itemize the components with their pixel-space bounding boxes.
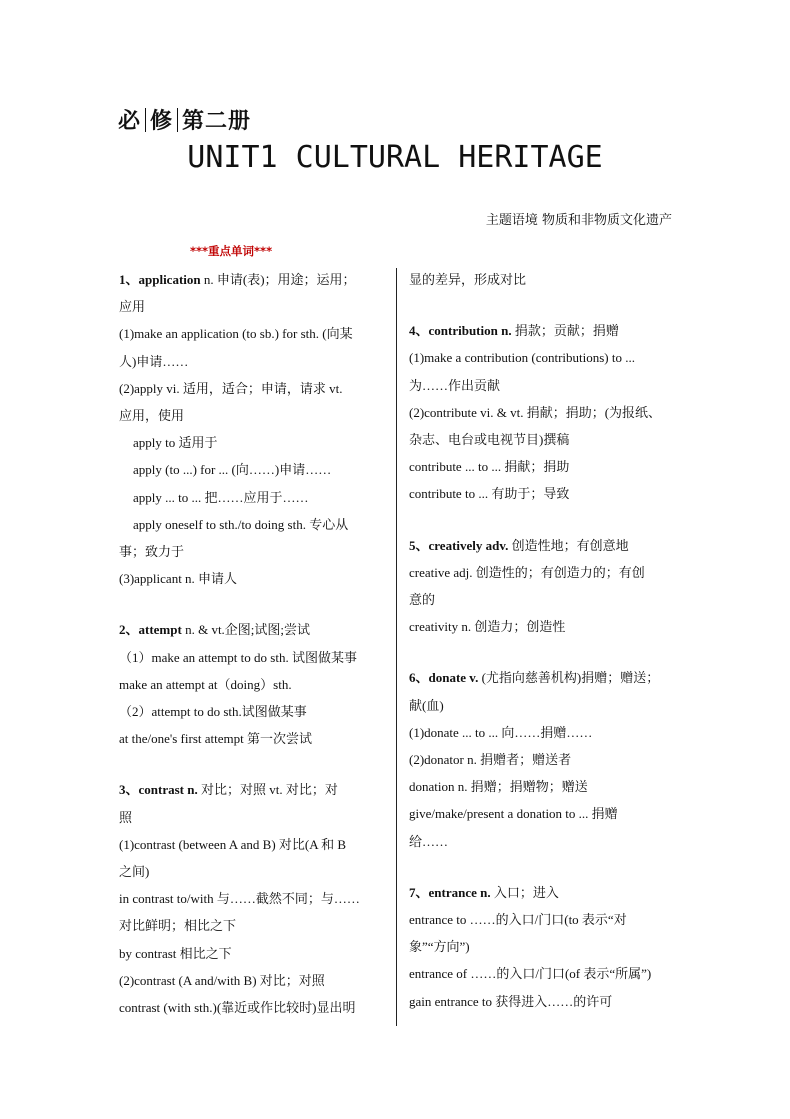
vocab-line: contribute to ... 有助于；导致 xyxy=(409,486,570,502)
vocab-line: 对比鲜明；相比之下 xyxy=(119,918,237,934)
vocab-line: 象”“方向”) xyxy=(409,939,470,955)
book-title-part-3: 第二册 xyxy=(182,109,252,134)
vocab-line: (2)donator n. 捐赠者；赠送者 xyxy=(409,752,572,768)
vocab-line: （1）make an attempt to do sth. 试图做某事 xyxy=(119,649,357,665)
vocab-line: (2)apply vi. 适用，适合；申请，请求 vt. xyxy=(119,380,343,396)
vocab-line: (1)contrast (between A and B) 对比(A 和 B xyxy=(119,836,347,852)
vocab-headword-line xyxy=(409,317,677,344)
vocab-line: 照 xyxy=(119,809,133,825)
column-divider xyxy=(396,268,397,1026)
vocab-line: entrance to ……的入口/门口(to 表示“对 xyxy=(409,912,627,928)
vocab-line: 显的差异，形成对比 xyxy=(409,272,527,287)
vocab-line: entrance of ……的入口/门口(of 表示“所属”) xyxy=(409,966,652,982)
vocab-line: 事；致力于 xyxy=(119,544,185,560)
vocab-headword-line xyxy=(119,776,387,803)
entry-gap xyxy=(409,508,677,532)
vocab-definition: n. & vt.企图;试图;尝试 xyxy=(181,622,311,638)
vocab-line: 为……作出贡献 xyxy=(409,377,501,393)
vocab-line: gain entrance to 获得进入……的许可 xyxy=(409,993,613,1009)
vocab-line: give/make/present a donation to ... 捐赠 xyxy=(409,806,618,822)
vocab-definition: 创造性地；有创意地 xyxy=(508,537,629,553)
entry-gap xyxy=(409,293,677,317)
vocab-line: (2)contribute vi. & vt. 捐献；捐助；(为报纸、 xyxy=(409,404,662,420)
unit-title: UNIT1 CULTURAL HERITAGE xyxy=(187,140,603,175)
entry-gap xyxy=(119,752,387,776)
entry-gap xyxy=(119,592,387,616)
vocab-line: creativity n. 创造力；创造性 xyxy=(409,619,566,635)
vocab-line: apply (to ...) for ... (向……)申请…… xyxy=(133,462,332,478)
vocab-line: 应用 xyxy=(119,299,146,315)
book-title xyxy=(118,104,251,135)
vocab-definition: n. 申请(表)；用途；运用； xyxy=(200,272,356,287)
vocab-line: contrast (with sth.)(靠近或作比较时)显出明 xyxy=(119,1000,356,1016)
section-label: ***重点单词*** xyxy=(190,244,273,258)
vocab-line: 人)申请…… xyxy=(119,353,189,369)
entry-gap xyxy=(409,640,677,664)
vocab-headword: 4、contribution n. xyxy=(409,323,512,339)
vocab-headword: 6、donate v. xyxy=(409,670,479,686)
vocab-line: (1)donate ... to ... 向……捐赠…… xyxy=(409,724,593,740)
vocab-line: donation n. 捐赠；捐赠物；赠送 xyxy=(409,779,588,795)
right-column xyxy=(409,266,677,1015)
vocab-line: (1)make an application (to sb.) for sth. (向某 xyxy=(119,326,353,342)
vocab-headword-line xyxy=(409,664,677,691)
left-column xyxy=(119,266,387,1021)
vocab-line: make an attempt at（doing）sth. xyxy=(119,676,292,692)
vocab-line: at the/one's first attempt 第一次尝试 xyxy=(119,731,312,747)
title-separator xyxy=(177,108,178,132)
vocab-headword: 7、entrance n. xyxy=(409,884,491,900)
vocab-line: 给…… xyxy=(409,833,449,849)
vocab-line: (1)make a contribution (contributions) to ... xyxy=(409,350,636,366)
vocab-line: 意的 xyxy=(409,592,436,608)
vocab-line: 之间) xyxy=(119,864,150,880)
vocab-headword: 1、application xyxy=(119,272,201,287)
vocab-line: by contrast 相比之下 xyxy=(119,945,232,961)
vocab-line: in contrast to/with 与……截然不同；与…… xyxy=(119,891,360,907)
book-title-part-2: 修 xyxy=(150,109,174,134)
vocab-definition: 入口；进入 xyxy=(490,884,559,900)
vocab-line: 应用，使用 xyxy=(119,408,185,424)
vocab-line: 献(血) xyxy=(409,697,444,713)
vocab-line: apply oneself to sth./to doing sth. 专心从 xyxy=(133,516,349,532)
vocab-headword-line xyxy=(409,879,677,906)
vocab-line: contribute ... to ... 捐献；捐助 xyxy=(409,459,570,475)
entry-gap xyxy=(409,855,677,879)
vocab-headword-line xyxy=(119,616,387,643)
vocab-definition: (尤指向慈善机构)捐赠；赠送； xyxy=(478,670,660,686)
vocab-line: (3)applicant n. 申请人 xyxy=(119,571,238,587)
theme-context: 主题语境 物质和非物质文化遗产 xyxy=(485,213,672,228)
book-title-part-1: 必 xyxy=(118,109,142,134)
vocab-headword-line xyxy=(119,266,387,293)
vocab-line: creative adj. 创造性的；有创造力的；有创 xyxy=(409,564,645,580)
vocab-headword-line xyxy=(409,532,677,559)
vocab-line: apply to 适用于 xyxy=(133,435,218,451)
vocab-line: apply ... to ... 把……应用于…… xyxy=(133,489,309,505)
vocab-headword: 3、contrast n. xyxy=(119,782,198,798)
vocab-headword: 5、creatively adv. xyxy=(409,537,509,553)
vocab-headword: 2、attempt xyxy=(119,622,182,638)
title-separator xyxy=(145,108,146,132)
vocab-line: （2）attempt to do sth.试图做某事 xyxy=(119,704,307,720)
vocab-definition: 捐款；贡献；捐赠 xyxy=(511,323,619,339)
vocab-definition: 对比；对照 vt. 对比；对 xyxy=(197,782,338,798)
vocab-line: 杂志、电台或电视节目)撰稿 xyxy=(409,432,570,448)
vocab-line: (2)contrast (A and/with B) 对比；对照 xyxy=(119,972,325,988)
